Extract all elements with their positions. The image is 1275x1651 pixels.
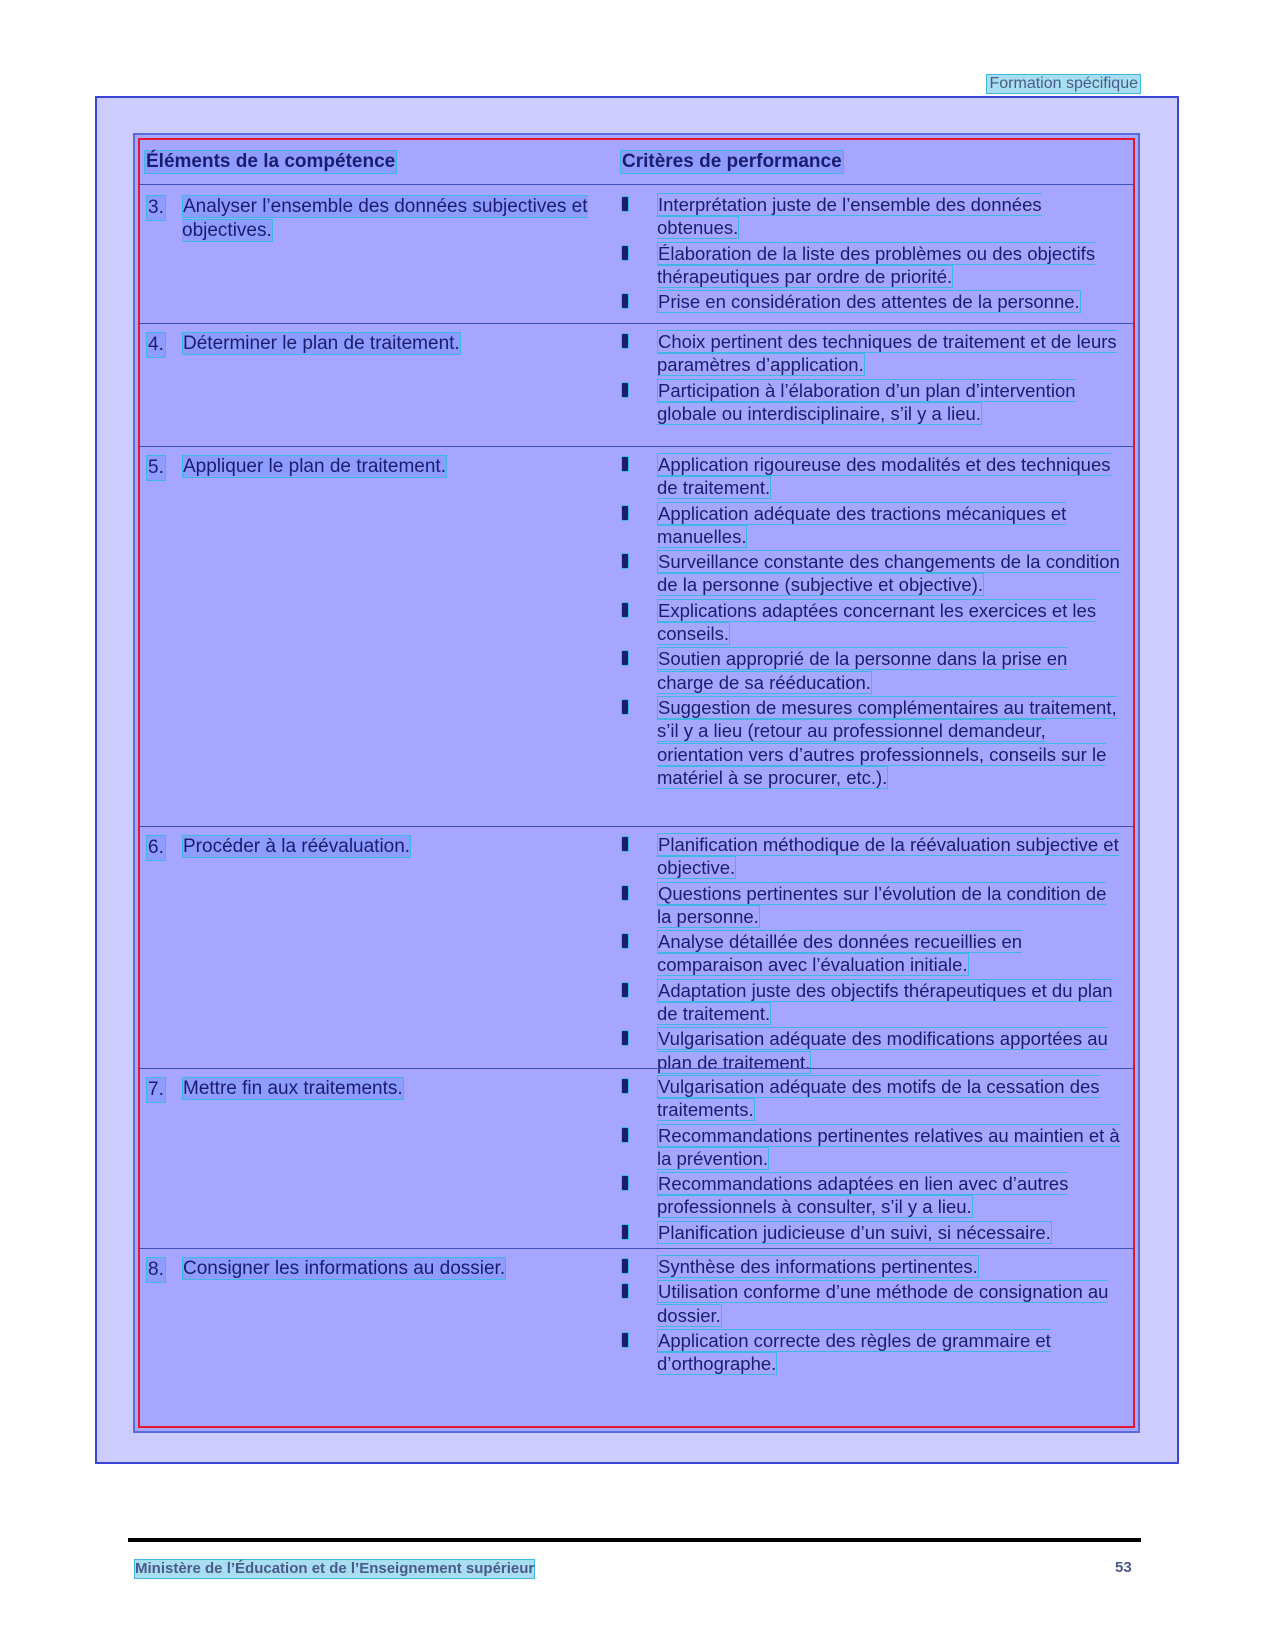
bullet-icon [621,1030,629,1046]
criteria-list [621,1075,1125,1246]
element-number: 6. [146,835,166,861]
list-item: Choix pertinent des techniques de traitement et de leurs paramètres d’application. [621,330,1125,377]
bullet-icon [621,1258,629,1274]
list-item: Surveillance constante des changements de la condition de la personne (subjective et objective). [621,550,1125,597]
section-header: Formation spécifique [986,74,1141,94]
table-header-row [140,140,1133,184]
element-text: Appliquer le plan de traitement. [183,456,446,477]
list-item: Utilisation conforme d’une méthode de consignation au dossier. [621,1280,1125,1327]
list-item: Soutien approprié de la personne dans la prise en charge de sa rééducation. [621,647,1125,694]
element-text: Procéder à la réévaluation. [183,836,411,857]
page-number: 53 [1115,1559,1132,1576]
list-item: Analyse détaillée des données recueillies en comparaison avec l’évaluation initiale. [621,930,1125,977]
criteria-list [621,193,1125,315]
element-number: 4. [146,332,166,358]
bullet-icon [621,553,629,569]
bullet-icon [621,1283,629,1299]
column-header-elements: Éléments de la compétence [146,151,396,172]
table-row [140,323,1133,446]
list-item: Synthèse des informations pertinentes. [621,1255,1125,1278]
table-row [140,1068,1133,1248]
bullet-icon [621,650,629,666]
bullet-icon [621,293,629,309]
list-item: Recommandations adaptées en lien avec d’autres professionnels à consulter, s’il y a lieu. [621,1172,1125,1219]
element-text: Déterminer le plan de traitement. [183,333,460,354]
element-text: Consigner les informations au dossier. [183,1258,506,1279]
footer-ministry: Ministère de l’Éducation et de l’Enseignement supérieur [135,1560,535,1577]
bullet-icon [621,382,629,398]
list-item: Planification méthodique de la réévaluation subjective et objective. [621,833,1125,880]
table-inner [138,138,1135,1428]
list-item: Recommandations pertinentes relatives au maintien et à la prévention. [621,1124,1125,1171]
element-number: 5. [146,455,166,481]
table-row [140,446,1133,826]
list-item: Prise en considération des attentes de la personne. [621,290,1125,313]
criteria-list [621,453,1125,791]
footer-divider [128,1538,1141,1542]
list-item: Questions pertinentes sur l’évolution de la condition de la personne. [621,882,1125,929]
element-text: Analyser l’ensemble des données subjectives et objectives. [182,196,588,241]
bullet-icon [621,1127,629,1143]
list-item: Adaptation juste des objectifs thérapeutiques et du plan de traitement. [621,979,1125,1026]
table-row [140,826,1133,1073]
list-item: Participation à l’élaboration d’un plan d’intervention globale ou interdisciplinaire, s’il y a lieu. [621,379,1125,426]
bullet-icon [621,602,629,618]
list-item: Vulgarisation adéquate des motifs de la cessation des traitements. [621,1075,1125,1122]
bullet-icon [621,505,629,521]
bullet-icon [621,1224,629,1240]
bullet-icon [621,333,629,349]
bullet-icon [621,245,629,261]
criteria-list [621,833,1125,1076]
element-number: 8. [146,1257,166,1283]
column-header-criteria: Critères de performance [622,151,842,172]
bullet-icon [621,699,629,715]
table-row [140,184,1133,323]
bullet-icon [621,1078,629,1094]
element-number: 7. [146,1077,166,1103]
bullet-icon [621,982,629,998]
list-item: Explications adaptées concernant les exercices et les conseils. [621,599,1125,646]
list-item: Planification judicieuse d’un suivi, si nécessaire. [621,1221,1125,1244]
competence-table [133,133,1140,1433]
bullet-icon [621,196,629,212]
criteria-list [621,1255,1125,1377]
list-item: Vulgarisation adéquate des modifications apportées au plan de traitement. [621,1027,1125,1074]
list-item: Élaboration de la liste des problèmes ou des objectifs thérapeutiques par ordre de priorité. [621,242,1125,289]
list-item: Application rigoureuse des modalités et des techniques de traitement. [621,453,1125,500]
bullet-icon [621,1332,629,1348]
bullet-icon [621,885,629,901]
bullet-icon [621,1175,629,1191]
element-number: 3. [146,195,166,221]
list-item: Application correcte des règles de grammaire et d’orthographe. [621,1329,1125,1376]
list-item: Suggestion de mesures complémentaires au traitement, s’il y a lieu (retour au professionnel demandeur, orientation vers d’autres professionnels, conseils sur le matériel à se procurer, etc.). [621,696,1125,789]
list-item: Application adéquate des tractions mécaniques et manuelles. [621,502,1125,549]
bullet-icon [621,933,629,949]
element-text: Mettre fin aux traitements. [183,1078,403,1099]
criteria-list [621,330,1125,427]
bullet-icon [621,456,629,472]
list-item: Interprétation juste de l’ensemble des données obtenues. [621,193,1125,240]
table-row [140,1248,1133,1428]
bullet-icon [621,836,629,852]
